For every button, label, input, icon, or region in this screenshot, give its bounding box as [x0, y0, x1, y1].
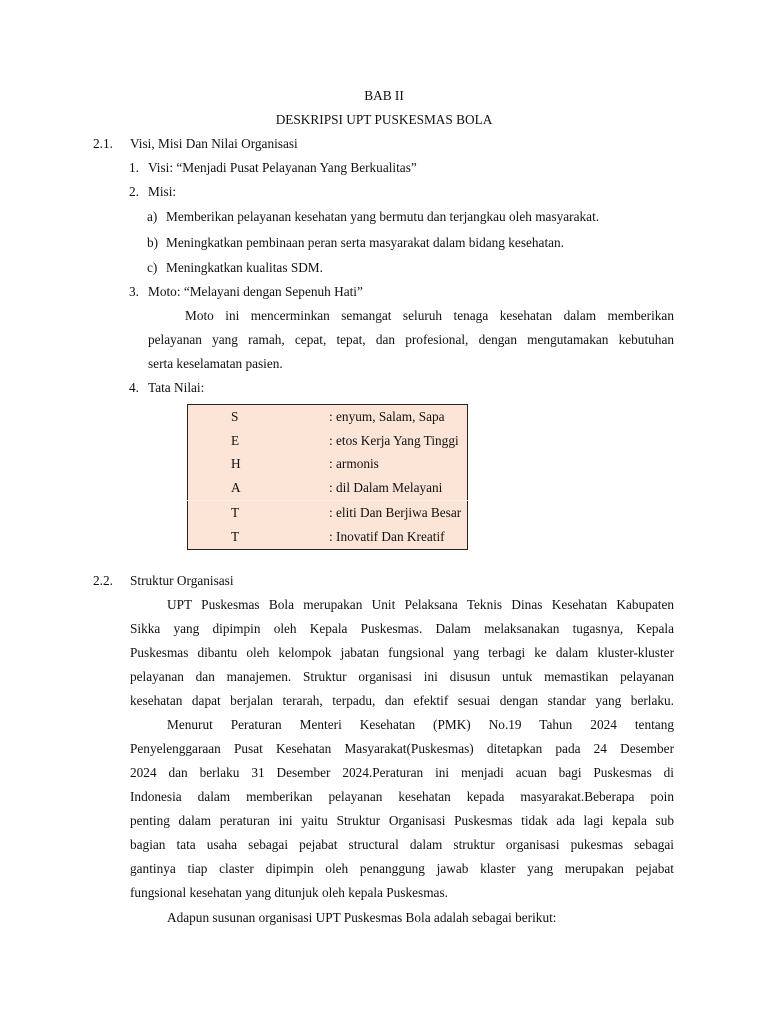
value-description: : dil Dalam Melayani	[329, 480, 443, 496]
section-number: 2.2.	[93, 573, 113, 588]
value-description: : eliti Dan Berjiwa Besar	[329, 501, 468, 525]
value-letter: T	[188, 501, 330, 525]
paragraph-line: UPT Puskesmas Bola merupakan Unit Pelaksana Teknis Dinas Kesehatan Kabupaten	[167, 597, 674, 612]
section-number: 2.1.	[93, 136, 113, 151]
chapter-label: BAB II	[364, 88, 404, 103]
value-description: : armonis	[329, 456, 379, 472]
moto-paragraph-line: pelayanan yang ramah, cepat, tepat, dan profesional, dengan mengutamakan kebutuhan	[148, 332, 674, 347]
paragraph-line: Penyelenggaraan Pusat Kesehatan Masyarakat(Puskesmas) ditetapkan pada 24 Desember	[130, 741, 674, 756]
tata-nilai-label: Tata Nilai:	[148, 380, 205, 395]
list-number: 4.	[129, 380, 139, 395]
table-row	[188, 525, 468, 549]
moto-paragraph-line: serta keselamatan pasien.	[148, 356, 283, 371]
list-marker: b)	[147, 235, 159, 250]
paragraph-line: Adapun susunan organisasi UPT Puskesmas Bola adalah sebagai berikut:	[167, 910, 557, 925]
list-marker: c)	[147, 260, 158, 275]
chapter-title: DESKRIPSI UPT PUSKESMAS BOLA	[275, 112, 493, 127]
misi-item: Meningkatkan pembinaan peran serta masyarakat dalam bidang kesehatan.	[166, 235, 565, 250]
paragraph-line: Puskesmas dibantu oleh kelompok jabatan fungsional yang terbagi ke dalam kluster-kluster	[130, 645, 674, 660]
value-letter: T	[231, 528, 240, 544]
table-row	[188, 476, 468, 500]
paragraph-line: bagian tata usaha sebagai pejabat structural dalam struktur organisasi pukesmas sebagai	[130, 837, 674, 852]
value-description: : enyum, Salam, Sapa	[329, 408, 445, 424]
moto-paragraph-line: Moto ini mencerminkan semangat seluruh tenaga kesehatan dalam memberikan	[185, 308, 674, 323]
table-row	[188, 429, 468, 453]
list-marker: a)	[147, 209, 158, 224]
misi-item: Memberikan pelayanan kesehatan yang bermutu dan terjangkau oleh masyarakat.	[166, 209, 600, 224]
section-heading: Visi, Misi Dan Nilai Organisasi	[130, 136, 298, 151]
paragraph-line: gantinya tiap claster dipimpin oleh penanggung jawab klaster yang merupakan pejabat	[130, 861, 674, 876]
list-number: 1.	[129, 160, 139, 175]
list-number: 3.	[129, 284, 139, 299]
moto-text: Moto: “Melayani dengan Sepenuh Hati”	[148, 284, 363, 299]
value-letter: H	[231, 456, 241, 472]
table-row	[188, 501, 468, 525]
paragraph-line: fungsional kesehatan yang ditunjuk oleh kepala Puskesmas.	[130, 885, 448, 900]
table-row	[188, 453, 468, 477]
table-row	[188, 405, 468, 429]
paragraph-line: 2024 dan berlaku 31 Desember 2024.Peraturan ini menjadi acuan bagi Puskesmas di	[130, 765, 674, 780]
misi-label: Misi:	[148, 184, 177, 199]
paragraph-line: kesehatan dapat berjalan terarah, terpadu, dan efektif sesuai dengan standar yang berlaku.	[130, 693, 674, 708]
paragraph-line: pelayanan dan manajemen. Struktur organisasi ini disusun untuk memastikan pelayanan	[130, 669, 674, 684]
list-number: 2.	[129, 184, 139, 199]
misi-item: Meningkatkan kualitas SDM.	[166, 260, 323, 275]
tata-nilai-table	[187, 404, 468, 550]
value-description: : etos Kerja Yang Tinggi	[329, 432, 459, 448]
paragraph-line: Sikka yang dipimpin oleh Kepala Puskesmas. Dalam melaksanakan tugasnya, Kepala	[130, 621, 674, 636]
paragraph-line: penting dalam peraturan ini yaitu Struktur Organisasi Puskesmas tidak ada lagi kepala sub	[130, 813, 674, 828]
paragraph-line: Indonesia dalam memberikan pelayanan kesehatan kepada masyarakat.Beberapa poin	[130, 789, 674, 804]
value-letter: E	[231, 432, 240, 448]
value-letter: S	[231, 408, 239, 424]
value-letter: A	[231, 480, 241, 496]
paragraph-line: Menurut Peraturan Menteri Kesehatan (PMK) No.19 Tahun 2024 tentang	[167, 717, 674, 732]
section-heading: Struktur Organisasi	[130, 573, 234, 588]
value-description: : Inovatif Dan Kreatif	[329, 528, 445, 544]
visi-text: Visi: “Menjadi Pusat Pelayanan Yang Berkualitas”	[148, 160, 417, 175]
